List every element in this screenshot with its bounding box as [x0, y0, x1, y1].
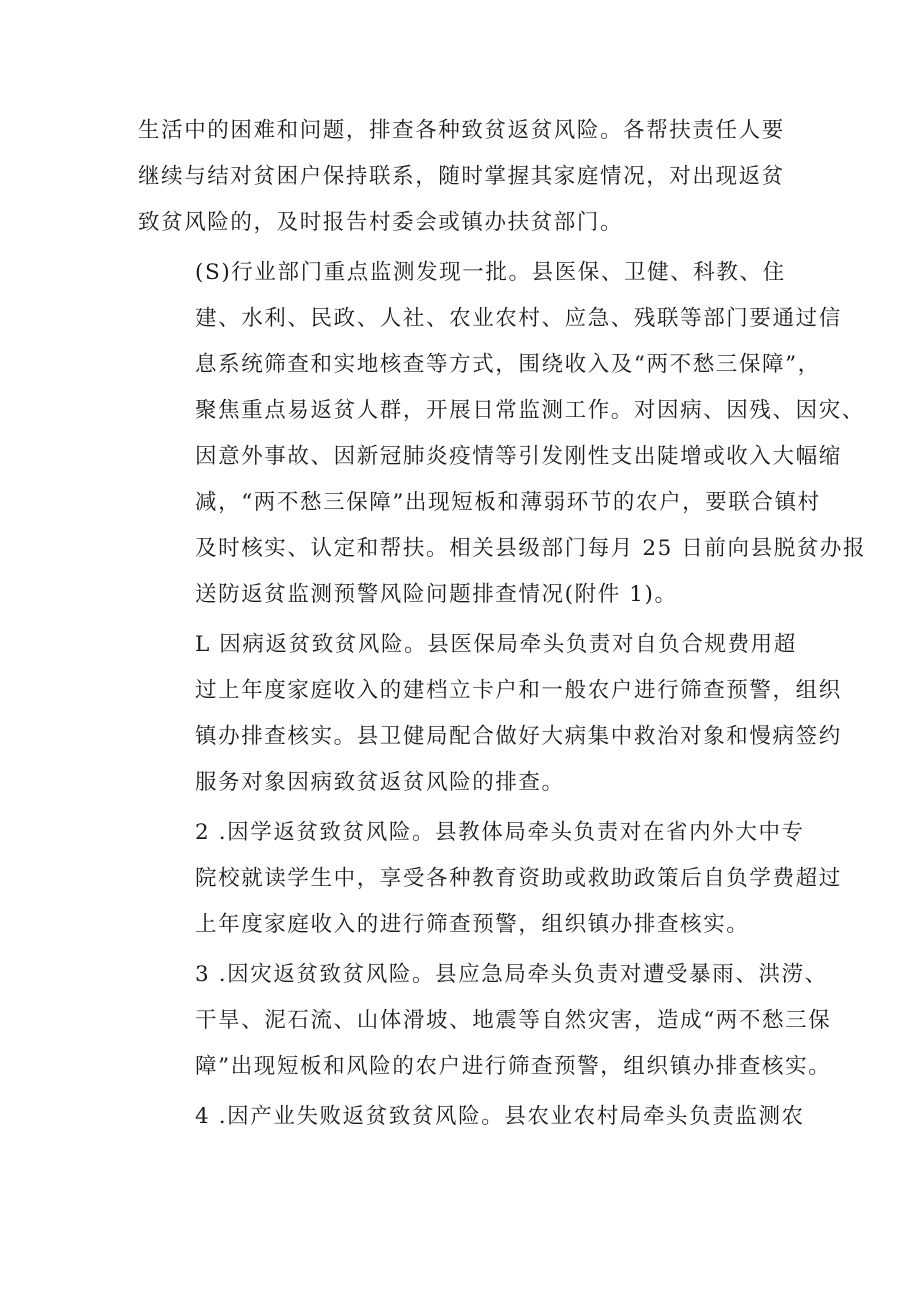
text-line: 减，“两不愁三保障”出现短板和薄弱环节的农户，要联合镇村 [195, 490, 821, 515]
paragraph-disaster-risk [138, 952, 832, 1090]
text-line: 及时核实、认定和帮扶。相关县级部门每月 25 日前向县脱贫办报 [195, 536, 867, 561]
text-line: 4 .因产业失败返贫致贫风险。县农业农村局牵头负责监测农 [195, 1104, 805, 1129]
text-line: 生活中的困难和问题，排查各种致贫返贫风险。各帮扶责任人要 [138, 118, 785, 143]
text-line: 聚焦重点易返贫人群，开展日常监测工作。对因病、因残、因灾、 [195, 398, 865, 423]
paragraph-industry-monitoring [138, 250, 867, 618]
text-line: 继续与结对贫困户保持联系，随时掌握其家庭情况，对出现返贫 [138, 164, 785, 189]
text-line: 致贫风险的，及时报告村委会或镇办扶贫部门。 [138, 210, 624, 235]
document-body [138, 108, 867, 1144]
text-line: 上年度家庭收入的进行筛查预警，组织镇办排查核实。 [195, 912, 750, 937]
text-line: 干旱、泥石流、山体滑坡、地震等自然灾害，造成“两不愁三保 [195, 1008, 832, 1033]
text-line: 院校就读学生中，享受各种教育资助或救助政策后自负学费超过 [195, 866, 842, 891]
text-line: 障”出现短板和风险的农户进行筛查预警，组织镇办排查核实。 [195, 1054, 832, 1079]
text-line: 2 .因学返贫致贫风险。县教体局牵头负责对在省内外大中专 [195, 820, 805, 845]
text-line: 送防返贫监测预警风险问题排查情况(附件 1)。 [195, 582, 678, 607]
text-line: 建、水利、民政、人社、农业农村、应急、残联等部门要通过信 [195, 306, 842, 331]
text-line: 3 .因灾返贫致贫风险。县应急局牵头负责对遭受暴雨、洪涝、 [195, 962, 828, 987]
text-line: L 因病返贫致贫风险。县医保局牵头负责对自负合规费用超 [195, 632, 797, 657]
text-line: 服务对象因病致贫返贫风险的排查。 [195, 770, 565, 795]
text-line: 因意外事故、因新冠肺炎疫情等引发刚性支出陡增或收入大幅缩 [195, 444, 842, 469]
paragraph-education-risk [138, 810, 842, 948]
text-line: 息系统筛查和实地核查等方式，围绕收入及“两不愁三保障”， [195, 352, 821, 377]
text-line: 过上年度家庭收入的建档立卡户和一般农户进行筛查预警，组织 [195, 678, 842, 703]
paragraph-industry-failure-risk [138, 1094, 805, 1140]
paragraph-poverty-risk-screening [138, 108, 790, 246]
text-line: 镇办排查核实。县卫健局配合做好大病集中救治对象和慢病签约 [195, 724, 842, 749]
text-line: (S)行业部门重点监测发现一批。县医保、卫健、科教、住 [195, 260, 786, 285]
paragraph-illness-risk [138, 622, 842, 806]
